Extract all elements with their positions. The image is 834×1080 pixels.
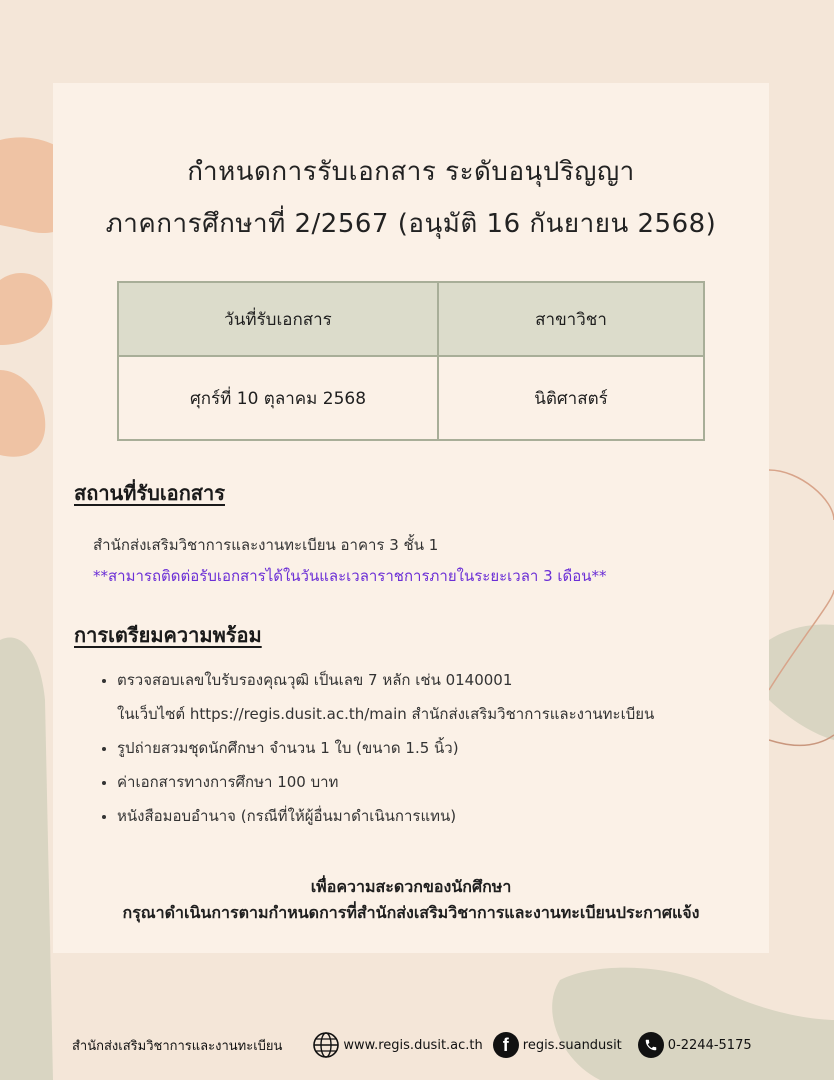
prep-item-1-sub: ในเว็บไซต์ https://regis.dusit.ac.th/main สำนักส่งเสริมวิชาการและงานทะเบียน [117, 705, 655, 723]
schedule-table [117, 281, 705, 441]
location-heading: สถานที่รับเอกสาร [74, 481, 225, 505]
preparation-list [95, 663, 654, 833]
list-item [117, 663, 654, 731]
table-row [118, 356, 704, 440]
header-date: วันที่รับเอกสาร [118, 282, 438, 356]
location-place: สำนักส่งเสริมวิชาการและงานทะเบียน อาคาร 3 ชั้น 1 [93, 536, 439, 554]
sage-blob-bottom [552, 968, 834, 1080]
location-note: **สามารถติดต่อรับเอกสารได้ในวันและเวลาราชการภายในระยะเวลา 3 เดือน** [93, 567, 607, 585]
peach-blob-low [0, 370, 45, 457]
closing-line-2: กรุณาดำเนินการตามกำหนดการที่สำนักส่งเสริมวิชาการและงานทะเบียนประกาศแจ้ง [122, 903, 700, 922]
footer-website[interactable] [312, 1031, 482, 1059]
header-major: สาขาวิชา [438, 282, 704, 356]
cell-date: ศุกร์ที่ 10 ตุลาคม 2568 [118, 356, 438, 440]
facebook-text: regis.suandusit [522, 1037, 622, 1053]
closing-line-1: เพื่อความสะดวกของนักศึกษา [310, 877, 512, 896]
footer [72, 1031, 752, 1059]
phone-icon [638, 1032, 664, 1058]
prep-item-1: ตรวจสอบเลขใบรับรองคุณวุฒิ เป็นเลข 7 หลัก เช่น 0140001 [117, 671, 513, 689]
list-item [117, 799, 654, 833]
title-line-1: กำหนดการรับเอกสาร ระดับอนุปริญญา [187, 157, 635, 187]
list-item [117, 731, 654, 765]
prep-item-2: รูปถ่ายสวมชุดนักศึกษา จำนวน 1 ใบ (ขนาด 1.5 นิ้ว) [117, 739, 459, 757]
footer-facebook[interactable] [493, 1032, 622, 1058]
announcement-card [53, 83, 769, 953]
cell-major: นิติศาสตร์ [438, 356, 704, 440]
sage-blob-left [0, 638, 53, 1080]
prep-item-4: หนังสือมอบอำนาจ (กรณีที่ให้ผู้อื่นมาดำเนินการแทน) [117, 807, 457, 825]
preparation-heading: การเตรียมความพร้อม [74, 623, 262, 647]
peach-blob-middle [0, 273, 52, 345]
curve-line-1 [769, 470, 834, 520]
phone-text: 0-2244-5175 [667, 1037, 752, 1053]
prep-item-3: ค่าเอกสารทางการศึกษา 100 บาท [117, 773, 339, 791]
footer-phone[interactable] [638, 1032, 752, 1058]
facebook-icon: f [493, 1032, 519, 1058]
title-line-2: ภาคการศึกษาที่ 2/2567 (อนุมัติ 16 กันยายน 2568) [105, 209, 717, 239]
list-item [117, 765, 654, 799]
website-text: www.regis.dusit.ac.th [343, 1037, 483, 1053]
footer-org: สำนักส่งเสริมวิชาการและงานทะเบียน [72, 1038, 283, 1054]
globe-icon [312, 1031, 340, 1059]
